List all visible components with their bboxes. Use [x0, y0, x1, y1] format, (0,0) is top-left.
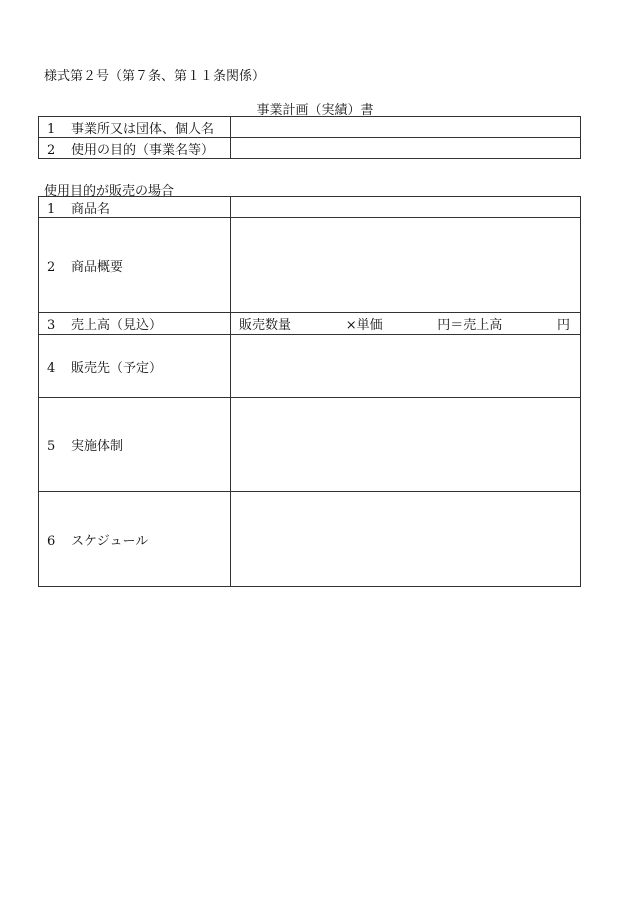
table-row: [39, 218, 581, 313]
row-label: 販売先（予定）: [71, 360, 163, 376]
row-label-product-name: [39, 197, 231, 218]
section-heading: 使用目的が販売の場合: [44, 184, 175, 199]
yen-label: 円: [556, 318, 570, 333]
table-row: [39, 335, 581, 398]
row-label-sales-estimate: [39, 313, 231, 335]
sales-destination-field[interactable]: [231, 335, 581, 398]
row-label: 売上高（見込）: [71, 318, 163, 333]
applicant-table: [38, 116, 581, 159]
row-number: 1: [47, 201, 56, 217]
sales-formula: [239, 314, 580, 333]
schedule-field[interactable]: [231, 492, 581, 587]
product-overview-field[interactable]: [231, 218, 581, 313]
quantity-label: 販売数量: [239, 318, 292, 333]
row-number: 2: [47, 259, 56, 275]
unit-price-label: ×単価: [345, 318, 383, 333]
row-label: 使用の目的（事業名等）: [71, 142, 215, 158]
row-label-purpose: [39, 138, 231, 159]
table-row: [39, 313, 581, 335]
form-number: 様式第２号（第７条、第１１条関係）: [44, 69, 266, 84]
row-number: 2: [47, 142, 56, 158]
sales-table: [38, 196, 581, 587]
yen-equals-sales-label: 円＝売上高: [437, 318, 503, 333]
row-number: 3: [47, 318, 56, 333]
row-label: 商品名: [71, 201, 111, 217]
row-number: 5: [47, 439, 56, 454]
document-title: 事業計画（実績）書: [256, 103, 374, 118]
table-row: [39, 398, 581, 492]
row-label-applicant-name: [39, 117, 231, 138]
row-label-implementation: [39, 398, 231, 492]
implementation-field[interactable]: [231, 398, 581, 492]
row-number: 4: [47, 360, 56, 376]
row-label-sales-destination: [39, 335, 231, 398]
row-number: 6: [47, 533, 56, 549]
row-label: 事業所又は団体、個人名: [71, 121, 215, 137]
row-label: スケジュール: [71, 533, 149, 549]
row-number: 1: [47, 121, 56, 137]
table-row: [39, 138, 581, 159]
product-name-field[interactable]: [231, 197, 581, 218]
row-label: 実施体制: [71, 439, 124, 454]
table-row: [39, 117, 581, 138]
purpose-field[interactable]: [231, 138, 581, 159]
applicant-name-field[interactable]: [231, 117, 581, 138]
row-label: 商品概要: [71, 259, 124, 275]
row-label-product-overview: [39, 218, 231, 313]
row-label-schedule: [39, 492, 231, 587]
table-row: [39, 492, 581, 587]
sales-estimate-field[interactable]: [231, 313, 581, 335]
table-row: [39, 197, 581, 218]
